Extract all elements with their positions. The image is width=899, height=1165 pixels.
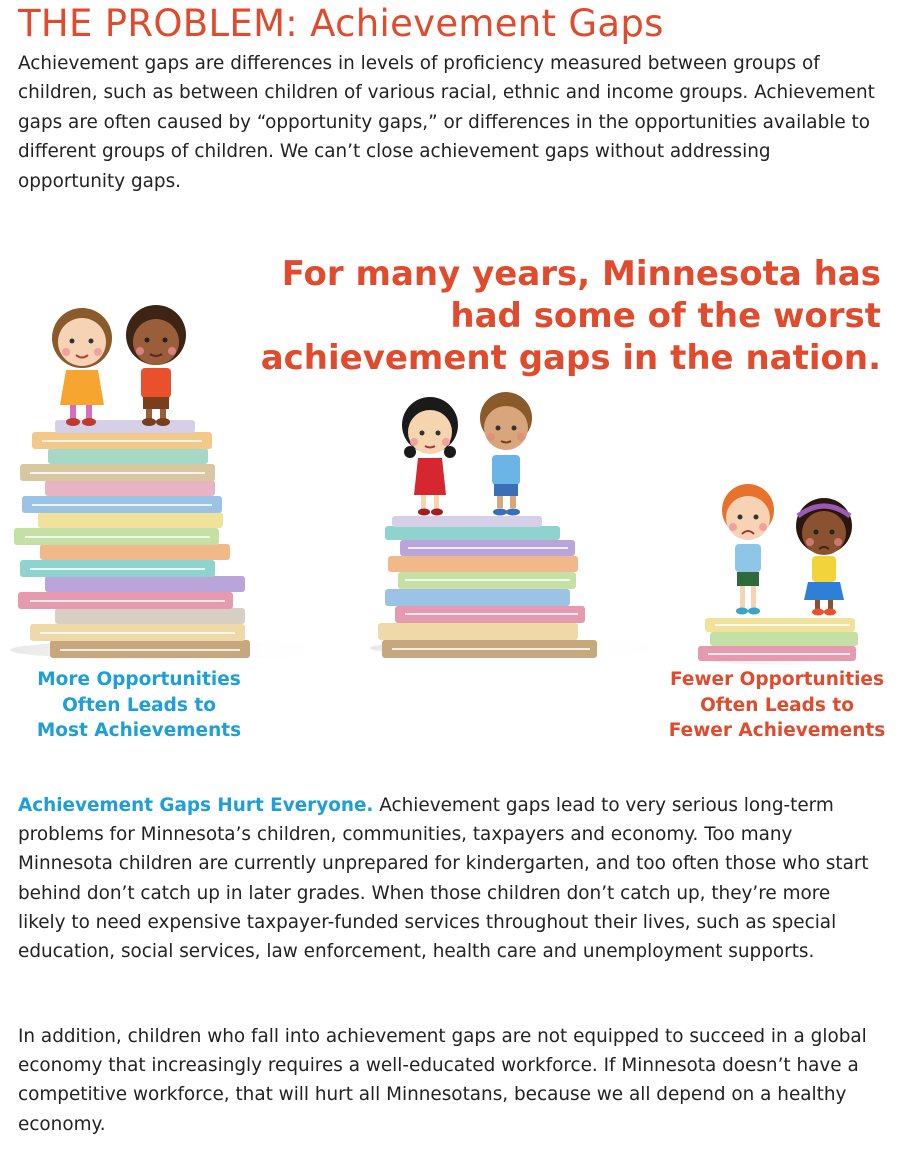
kids-top-tall-stack <box>52 305 186 426</box>
caption-left-line: Often Leads to <box>62 694 216 716</box>
caption-left-line: Most Achievements <box>36 720 242 741</box>
headline-callout: For many years, Minnesota has had some of the worst achievement gaps in the nation. <box>260 254 881 378</box>
caption-more-opportunities <box>14 667 264 744</box>
kids-top-medium-stack <box>402 392 532 516</box>
body-paragraph-1 <box>18 791 880 966</box>
caption-right-line: Fewer Achievements <box>668 720 886 741</box>
section-lead-heading: Achievement Gaps Hurt Everyone. <box>18 795 374 816</box>
caption-left-line: More Opportunities <box>37 669 241 690</box>
body-paragraph-2: In addition, children who fall into achievement gaps are not equipped to succeed in a global economy that increasingly requires a well-educated workforce. If Minnesota doesn’t have a competitive workforce, that will hurt all Minnesotans, because we all depend on a healthy economy. <box>18 1026 867 1135</box>
body-paragraph-1-text: Achievement gaps lead to very serious long-term problems for Minnesota’s children, communities, taxpayers and economy. Too many Minnesota children are currently unprepared for kindergarten, and too often those who start behind don’t catch up in later grades. When those children don’t catch up, they’re more likely to need expensive taxpayer-funded services throughout their lives, such as special education, social services, law enforcement, health care and unemployment supports. <box>18 795 869 963</box>
medium-book-stack <box>378 516 597 658</box>
caption-right-line: Often Leads to <box>700 694 854 716</box>
book-stacks-illustration <box>0 290 899 675</box>
tall-book-stack <box>14 420 250 658</box>
short-book-stack <box>698 618 858 661</box>
caption-fewer-opportunities <box>655 667 899 744</box>
kids-top-short-stack <box>722 484 852 616</box>
page-title: THE PROBLEM: Achievement Gaps <box>18 2 664 45</box>
caption-right-line: Fewer Opportunities <box>670 669 884 690</box>
intro-paragraph: Achievement gaps are differences in levels of proficiency measured between groups of children, such as between children of various racial, ethnic and income groups. Achievement gaps are often caused by “opportunity gaps,” or differences in the opportunities available to different groups of children. We can’t close achievement gaps without addressing opportunity gaps. <box>18 53 875 192</box>
